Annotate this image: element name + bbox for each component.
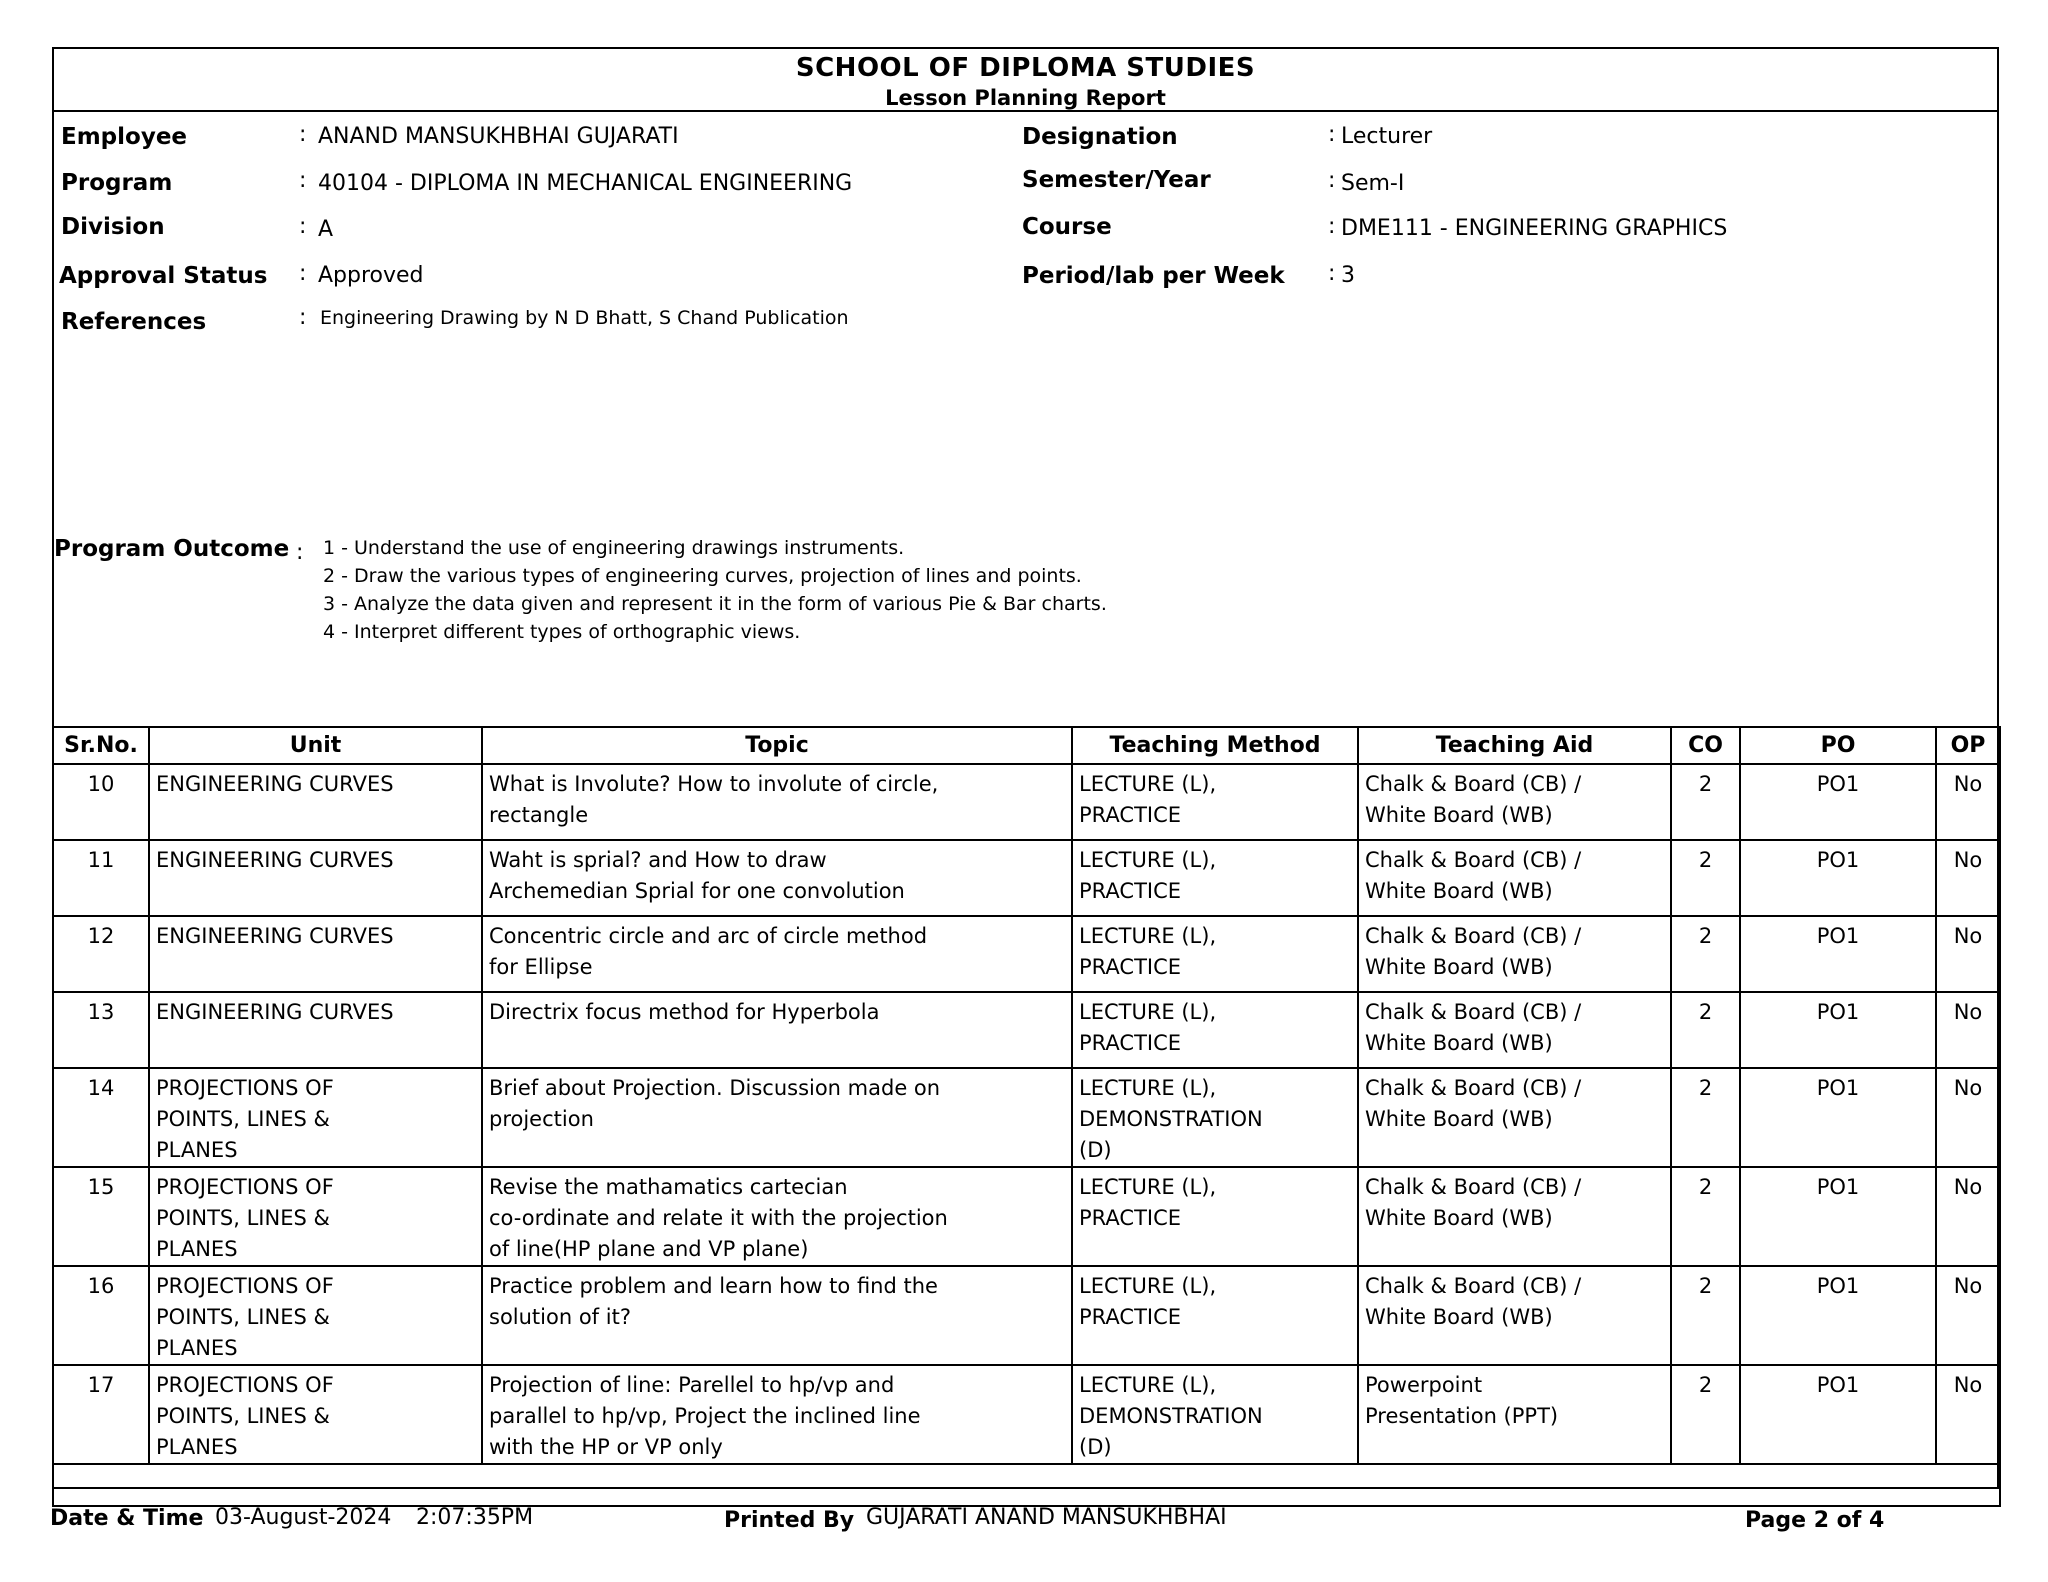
cell-topic-line: for Ellipse: [489, 955, 593, 979]
designation-colon: :: [1328, 122, 1336, 147]
title-divider: [52, 110, 1999, 112]
print-time: 2:07:35PM: [416, 1505, 534, 1530]
cell-teaching-aid: [1358, 916, 1671, 992]
header-teaching-method: Teaching Method: [1072, 727, 1358, 764]
employee-colon: :: [299, 122, 307, 147]
cell-teaching-method-line: PRACTICE: [1079, 803, 1182, 827]
cell-unit: [149, 1266, 482, 1365]
header-sr-no: Sr.No.: [53, 727, 149, 764]
cell-unit: [149, 1365, 482, 1464]
table-row: [53, 992, 2000, 1068]
cell-unit: [149, 840, 482, 916]
cell-po: PO1: [1740, 1068, 1936, 1167]
printed-by-value: GUJARATI ANAND MANSUKHBHAI: [866, 1505, 1227, 1530]
cell-unit-line: PROJECTIONS OF: [156, 1373, 334, 1397]
cell-teaching-method-line: LECTURE (L),: [1079, 772, 1217, 796]
cell-co: 2: [1671, 1365, 1740, 1464]
cell-po: PO1: [1740, 1266, 1936, 1365]
cell-topic: [482, 840, 1072, 916]
cell-topic-line: What is Involute? How to involute of circle,: [489, 772, 939, 796]
cell-unit-line: ENGINEERING CURVES: [156, 848, 394, 872]
program-outcome-item: 2 - Draw the various types of engineering curves, projection of lines and points.: [323, 565, 1082, 587]
cell-op: No: [1936, 1068, 2000, 1167]
cell-sr-no: 11: [53, 840, 149, 916]
cell-op: No: [1936, 764, 2000, 840]
table-row: [53, 1167, 2000, 1266]
approval-status-value: Approved: [318, 263, 424, 288]
program-outcome-item: 4 - Interpret different types of orthographic views.: [323, 621, 801, 643]
header-teaching-aid: Teaching Aid: [1358, 727, 1671, 764]
program-outcome-item: 3 - Analyze the data given and represent it in the form of various Pie & Bar charts.: [323, 593, 1107, 615]
references-label: References: [61, 309, 207, 335]
cell-unit: [149, 764, 482, 840]
cell-po: PO1: [1740, 992, 1936, 1068]
report-subtitle: Lesson Planning Report: [885, 86, 1166, 110]
cell-teaching-aid-line: Chalk & Board (CB) /: [1365, 924, 1582, 948]
employee-label: Employee: [61, 124, 188, 150]
references-value: Engineering Drawing by N D Bhatt, S Chand Publication: [320, 307, 849, 329]
cell-teaching-method: [1072, 1365, 1358, 1464]
cell-teaching-aid-line: White Board (WB): [1365, 955, 1553, 979]
cell-teaching-aid: [1358, 1266, 1671, 1365]
lesson-plan-table: [52, 726, 2001, 1507]
blank-cell: [53, 1464, 2000, 1506]
printed-by-label: Printed By: [724, 1508, 855, 1533]
cell-po: PO1: [1740, 1365, 1936, 1464]
cell-topic-line: solution of it?: [489, 1305, 631, 1329]
cell-topic-line: Practice problem and learn how to find the: [489, 1274, 938, 1298]
cell-co: 2: [1671, 1266, 1740, 1365]
cell-teaching-method: [1072, 764, 1358, 840]
cell-teaching-method-line: PRACTICE: [1079, 879, 1182, 903]
table-row: [53, 1365, 2000, 1464]
cell-teaching-aid-line: White Board (WB): [1365, 1305, 1553, 1329]
employee-value: ANAND MANSUKHBHAI GUJARATI: [318, 124, 679, 149]
cell-teaching-aid: [1358, 1365, 1671, 1464]
cell-teaching-method: [1072, 1068, 1358, 1167]
cell-unit-line: POINTS, LINES &: [156, 1305, 330, 1329]
approval-status-label: Approval Status: [59, 263, 268, 289]
cell-op: No: [1936, 916, 2000, 992]
table-row: [53, 1068, 2000, 1167]
table-blank-row: [53, 1464, 2000, 1506]
cell-unit-line: POINTS, LINES &: [156, 1107, 330, 1131]
cell-unit: [149, 916, 482, 992]
program-label: Program: [61, 170, 173, 196]
cell-op: No: [1936, 840, 2000, 916]
cell-po: PO1: [1740, 916, 1936, 992]
cell-sr-no: 12: [53, 916, 149, 992]
cell-unit-line: ENGINEERING CURVES: [156, 924, 394, 948]
cell-topic-line: Waht is sprial? and How to draw: [489, 848, 827, 872]
cell-teaching-aid-line: White Board (WB): [1365, 1107, 1553, 1131]
cell-topic-line: co-ordinate and relate it with the projection: [489, 1206, 948, 1230]
cell-po: PO1: [1740, 1167, 1936, 1266]
cell-teaching-method: [1072, 1167, 1358, 1266]
cell-topic-line: Directrix focus method for Hyperbola: [489, 1000, 880, 1024]
division-value: A: [318, 217, 334, 242]
program-value: 40104 - DIPLOMA IN MECHANICAL ENGINEERING: [318, 171, 853, 196]
cell-topic-line: rectangle: [489, 803, 589, 827]
course-label: Course: [1022, 214, 1112, 240]
cell-teaching-aid-line: Powerpoint: [1365, 1373, 1483, 1397]
references-colon: :: [299, 305, 307, 330]
cell-unit-line: PLANES: [156, 1138, 238, 1162]
header-unit: Unit: [149, 727, 482, 764]
cell-teaching-aid-line: Presentation (PPT): [1365, 1404, 1559, 1428]
cell-op: No: [1936, 1167, 2000, 1266]
cell-teaching-method-line: LECTURE (L),: [1079, 1175, 1217, 1199]
cell-sr-no: 14: [53, 1068, 149, 1167]
cell-teaching-aid-line: Chalk & Board (CB) /: [1365, 1274, 1582, 1298]
cell-unit-line: POINTS, LINES &: [156, 1404, 330, 1428]
semester-value: Sem-I: [1341, 171, 1405, 196]
cell-teaching-aid-line: White Board (WB): [1365, 803, 1553, 827]
cell-unit-line: POINTS, LINES &: [156, 1206, 330, 1230]
cell-teaching-method-line: (D): [1079, 1138, 1112, 1162]
cell-sr-no: 17: [53, 1365, 149, 1464]
table-body: [53, 764, 2000, 1464]
cell-co: 2: [1671, 992, 1740, 1068]
cell-teaching-aid: [1358, 1068, 1671, 1167]
program-outcome-label: Program Outcome: [54, 536, 290, 562]
cell-teaching-method-line: LECTURE (L),: [1079, 1000, 1217, 1024]
cell-teaching-aid-line: White Board (WB): [1365, 1031, 1553, 1055]
cell-teaching-aid: [1358, 764, 1671, 840]
cell-unit: [149, 1068, 482, 1167]
cell-topic-line: Revise the mathamatics cartecian: [489, 1175, 848, 1199]
cell-sr-no: 15: [53, 1167, 149, 1266]
cell-op: No: [1936, 1266, 2000, 1365]
cell-co: 2: [1671, 916, 1740, 992]
cell-teaching-aid-line: White Board (WB): [1365, 1206, 1553, 1230]
cell-topic: [482, 992, 1072, 1068]
cell-teaching-aid: [1358, 1167, 1671, 1266]
cell-topic-line: Archemedian Sprial for one convolution: [489, 879, 905, 903]
date-time-label: Date & Time: [50, 1506, 204, 1531]
cell-teaching-method: [1072, 840, 1358, 916]
school-title: SCHOOL OF DIPLOMA STUDIES: [795, 53, 1256, 83]
cell-unit-line: PLANES: [156, 1435, 238, 1459]
cell-topic: [482, 1266, 1072, 1365]
cell-teaching-aid: [1358, 992, 1671, 1068]
cell-teaching-method-line: LECTURE (L),: [1079, 1274, 1217, 1298]
cell-unit-line: ENGINEERING CURVES: [156, 772, 394, 796]
table-row: [53, 764, 2000, 840]
cell-po: PO1: [1740, 764, 1936, 840]
cell-teaching-method-line: DEMONSTRATION: [1079, 1404, 1263, 1428]
cell-topic-line: Brief about Projection. Discussion made on: [489, 1076, 941, 1100]
cell-teaching-method: [1072, 916, 1358, 992]
cell-teaching-method: [1072, 1266, 1358, 1365]
cell-po: PO1: [1740, 840, 1936, 916]
cell-teaching-aid-line: Chalk & Board (CB) /: [1365, 1000, 1582, 1024]
cell-teaching-method-line: PRACTICE: [1079, 955, 1182, 979]
cell-teaching-method-line: LECTURE (L),: [1079, 924, 1217, 948]
header-co: CO: [1671, 727, 1740, 764]
cell-topic: [482, 916, 1072, 992]
program-outcome-item: 1 - Understand the use of engineering drawings instruments.: [323, 537, 905, 559]
cell-co: 2: [1671, 840, 1740, 916]
cell-sr-no: 13: [53, 992, 149, 1068]
course-colon: :: [1328, 214, 1336, 239]
designation-label: Designation: [1022, 124, 1178, 150]
cell-teaching-aid-line: Chalk & Board (CB) /: [1365, 1175, 1582, 1199]
cell-teaching-method-line: LECTURE (L),: [1079, 1373, 1217, 1397]
cell-teaching-method-line: (D): [1079, 1435, 1112, 1459]
cell-teaching-aid: [1358, 840, 1671, 916]
cell-topic-line: with the HP or VP only: [489, 1435, 723, 1459]
cell-topic-line: of line(HP plane and VP plane): [489, 1237, 809, 1261]
periods-value: 3: [1341, 263, 1355, 288]
semester-label: Semester/Year: [1022, 167, 1211, 193]
cell-topic-line: projection: [489, 1107, 594, 1131]
cell-topic: [482, 764, 1072, 840]
cell-co: 2: [1671, 764, 1740, 840]
cell-teaching-method-line: PRACTICE: [1079, 1031, 1182, 1055]
cell-op: No: [1936, 992, 2000, 1068]
header-po: PO: [1740, 727, 1936, 764]
approval-status-colon: :: [299, 261, 307, 286]
cell-topic: [482, 1068, 1072, 1167]
cell-topic-line: Concentric circle and arc of circle method: [489, 924, 928, 948]
cell-sr-no: 16: [53, 1266, 149, 1365]
table-row: [53, 840, 2000, 916]
cell-unit-line: PROJECTIONS OF: [156, 1175, 334, 1199]
cell-unit: [149, 1167, 482, 1266]
program-outcome-list: [323, 534, 1107, 646]
cell-teaching-method: [1072, 992, 1358, 1068]
cell-teaching-method-line: DEMONSTRATION: [1079, 1107, 1263, 1131]
cell-teaching-method-line: LECTURE (L),: [1079, 1076, 1217, 1100]
division-label: Division: [61, 214, 165, 240]
semester-colon: :: [1328, 168, 1336, 193]
cell-sr-no: 10: [53, 764, 149, 840]
table-row: [53, 1266, 2000, 1365]
cell-topic: [482, 1365, 1072, 1464]
cell-teaching-aid-line: Chalk & Board (CB) /: [1365, 772, 1582, 796]
division-colon: :: [299, 214, 307, 239]
cell-teaching-aid-line: White Board (WB): [1365, 879, 1553, 903]
periods-label: Period/lab per Week: [1022, 263, 1285, 289]
table-header-row: [53, 727, 2000, 764]
course-value: DME111 - ENGINEERING GRAPHICS: [1341, 216, 1728, 241]
header-topic: Topic: [482, 727, 1072, 764]
cell-unit-line: PLANES: [156, 1237, 238, 1261]
designation-value: Lecturer: [1341, 124, 1433, 149]
cell-unit-line: ENGINEERING CURVES: [156, 1000, 394, 1024]
cell-teaching-aid-line: Chalk & Board (CB) /: [1365, 1076, 1582, 1100]
header-op: OP: [1936, 727, 2000, 764]
cell-unit-line: PLANES: [156, 1336, 238, 1360]
cell-teaching-aid-line: Chalk & Board (CB) /: [1365, 848, 1582, 872]
page-number: Page 2 of 4: [1745, 1508, 1885, 1533]
cell-unit: [149, 992, 482, 1068]
cell-unit-line: PROJECTIONS OF: [156, 1076, 334, 1100]
cell-topic: [482, 1167, 1072, 1266]
cell-co: 2: [1671, 1167, 1740, 1266]
cell-topic-line: parallel to hp/vp, Project the inclined line: [489, 1404, 921, 1428]
cell-teaching-method-line: PRACTICE: [1079, 1305, 1182, 1329]
program-colon: :: [299, 168, 307, 193]
cell-op: No: [1936, 1365, 2000, 1464]
table-row: [53, 916, 2000, 992]
periods-colon: :: [1328, 261, 1336, 286]
program-outcome-colon: :: [296, 540, 304, 565]
cell-topic-line: Projection of line: Parellel to hp/vp and: [489, 1373, 895, 1397]
cell-teaching-method-line: LECTURE (L),: [1079, 848, 1217, 872]
cell-unit-line: PROJECTIONS OF: [156, 1274, 334, 1298]
print-date: 03-August-2024: [215, 1505, 392, 1530]
cell-teaching-method-line: PRACTICE: [1079, 1206, 1182, 1230]
cell-co: 2: [1671, 1068, 1740, 1167]
